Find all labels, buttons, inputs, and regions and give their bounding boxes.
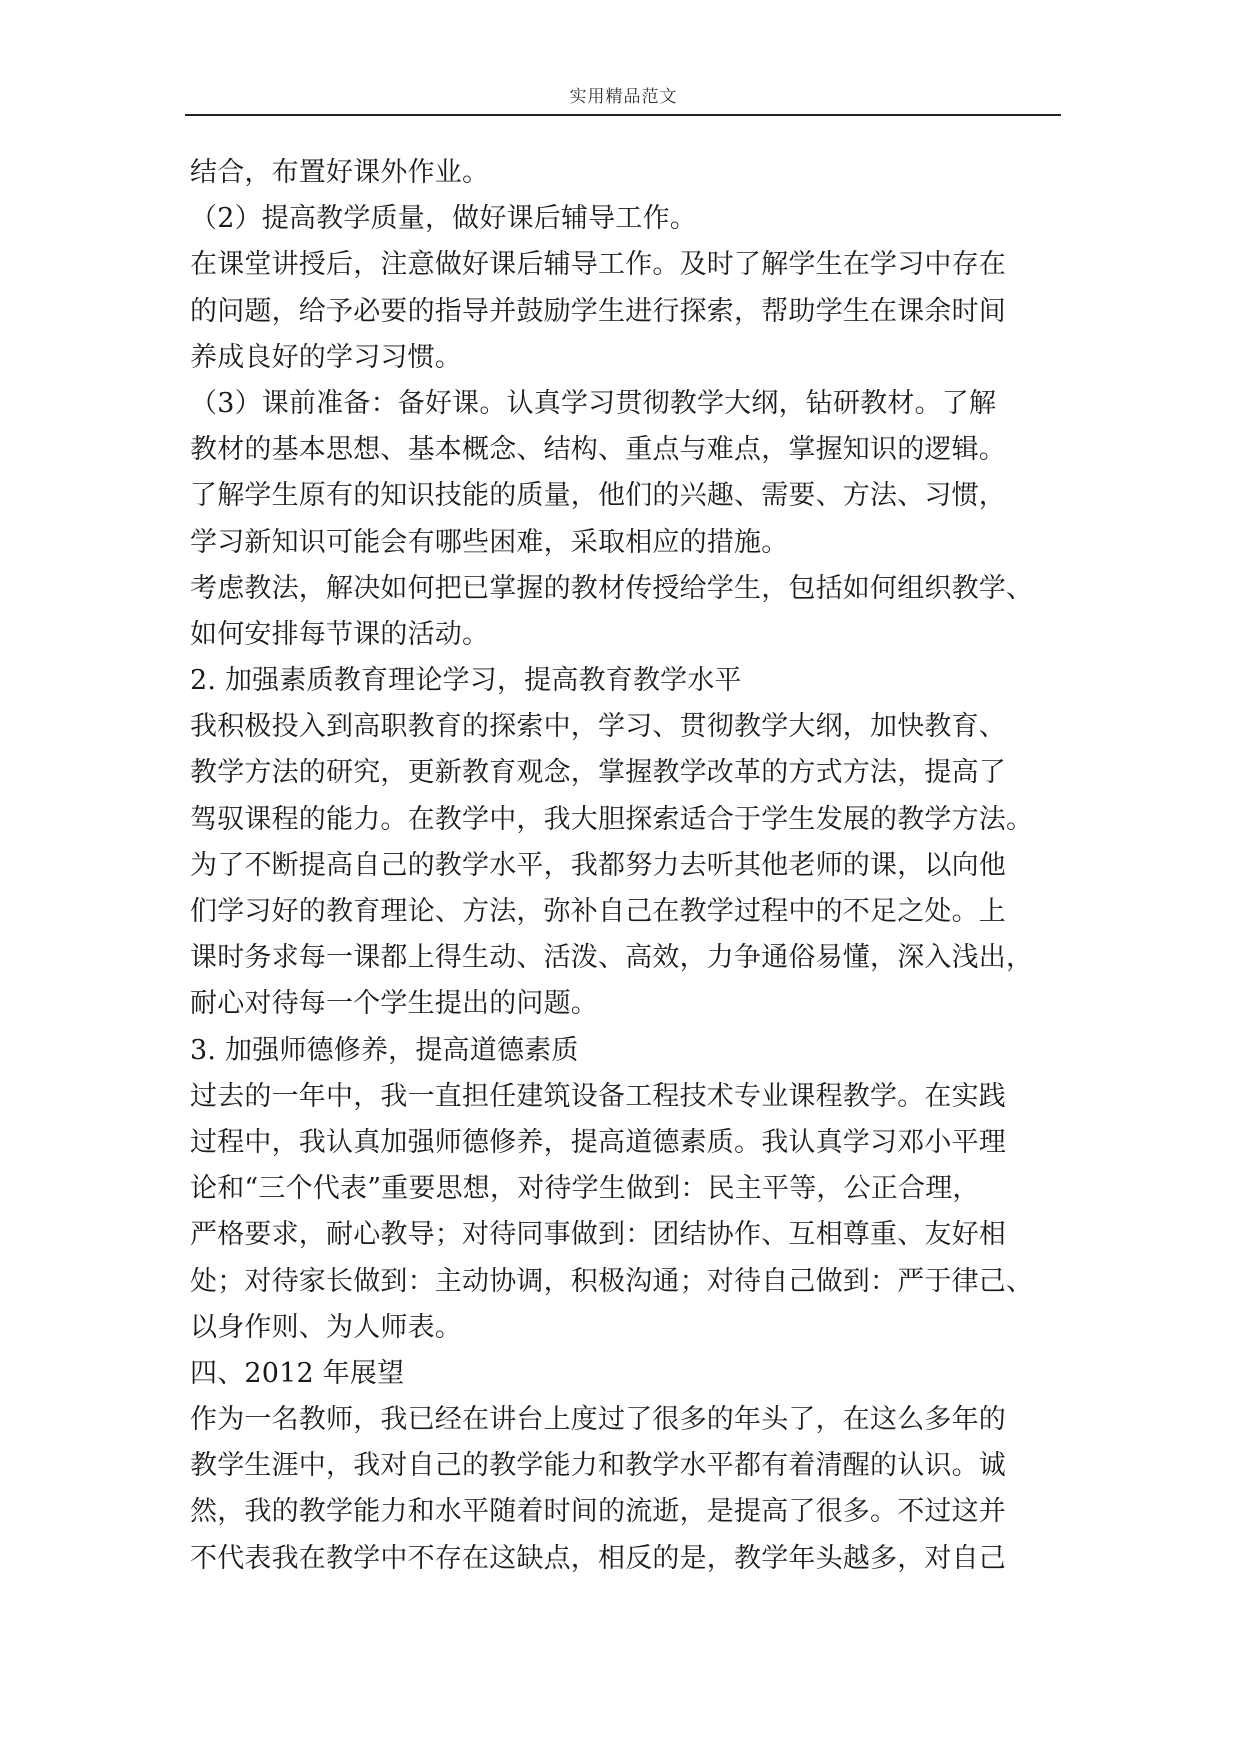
text-line: 我积极投入到高职教育的探索中，学习、贯彻教学大纲，加快教育、 (190, 711, 1006, 743)
text-line: 处；对待家长做到：主动协调，积极沟通；对待自己做到：严于律己、 (190, 1265, 1034, 1297)
section-heading: 四、2012 年展望 (190, 1357, 405, 1389)
text-line: 教材的基本思想、基本概念、结构、重点与难点，掌握知识的逻辑。 (190, 434, 1006, 466)
section-heading: 3. 加强师德修养，提高道德素质 (190, 1034, 579, 1066)
text-line: （3）课前准备：备好课。认真学习贯彻教学大纲，钻研教材。了解 (190, 387, 997, 419)
text-line: 如何安排每节课的活动。 (190, 618, 490, 650)
text-line: 了解学生原有的知识技能的质量，他们的兴趣、需要、方法、习惯， (190, 480, 1006, 512)
text-line: 学习新知识可能会有哪些困难，采取相应的措施。 (190, 526, 789, 558)
text-line: 驾驭课程的能力。在教学中，我大胆探索适合于学生发展的教学方法。 (190, 803, 1034, 835)
text-line: 过程中，我认真加强师德修养，提高道德素质。我认真学习邓小平理 (190, 1126, 1006, 1158)
text-line: 教学生涯中，我对自己的教学能力和教学水平都有着清醒的认识。诚 (190, 1450, 1006, 1482)
text-line: 论和“三个代表”重要思想，对待学生做到：民主平等，公正合理， (190, 1173, 980, 1205)
text-line: 严格要求，耐心教导；对待同事做到：团结协作、互相尊重、友好相 (190, 1219, 1006, 1251)
text-line: 结合，布置好课外作业。 (190, 157, 490, 188)
text-line: 的问题，给予必要的指导并鼓励学生进行探索，帮助学生在课余时间 (190, 295, 1006, 327)
header-divider (185, 114, 1061, 116)
text-line: （2）提高教学质量，做好课后辅导工作。 (190, 203, 697, 235)
text-line: 以身作则、为人师表。 (190, 1311, 462, 1343)
text-line: 作为一名教师，我已经在讲台上度过了很多的年头了，在这么多年的 (190, 1404, 1006, 1436)
section-heading: 2. 加强素质教育理论学习，提高教育教学水平 (190, 665, 742, 697)
text-line: 考虑教法，解决如何把已掌握的教材传授给学生，包括如何组织教学、 (190, 572, 1034, 604)
document-body (190, 150, 1070, 1582)
text-line: 们学习好的教育理论、方法，弥补自己在教学过程中的不足之处。上 (190, 896, 1006, 927)
text-line: 然，我的教学能力和水平随着时间的流逝，是提高了很多。不过这并 (190, 1496, 1006, 1528)
text-line: 为了不断提高自己的教学水平，我都努力去听其他老师的课，以向他 (190, 849, 1006, 881)
text-line: 教学方法的研究，更新教育观念，掌握教学改革的方式方法，提高了 (190, 757, 1006, 789)
text-line: 养成良好的学习习惯。 (190, 341, 462, 373)
text-line: 在课堂讲授后，注意做好课后辅导工作。及时了解学生在学习中存在 (190, 249, 1006, 281)
text-line: 过去的一年中，我一直担任建筑设备工程技术专业课程教学。在实践 (190, 1080, 1006, 1112)
text-line: 课时务求每一课都上得生动、活泼、高效，力争通俗易懂，深入浅出， (190, 942, 1034, 974)
page-header: 实用精品范文 (569, 87, 678, 107)
text-line: 不代表我在教学中不存在这缺点，相反的是，教学年头越多，对自己 (190, 1542, 1006, 1574)
text-line: 耐心对待每一个学生提出的问题。 (190, 988, 598, 1020)
